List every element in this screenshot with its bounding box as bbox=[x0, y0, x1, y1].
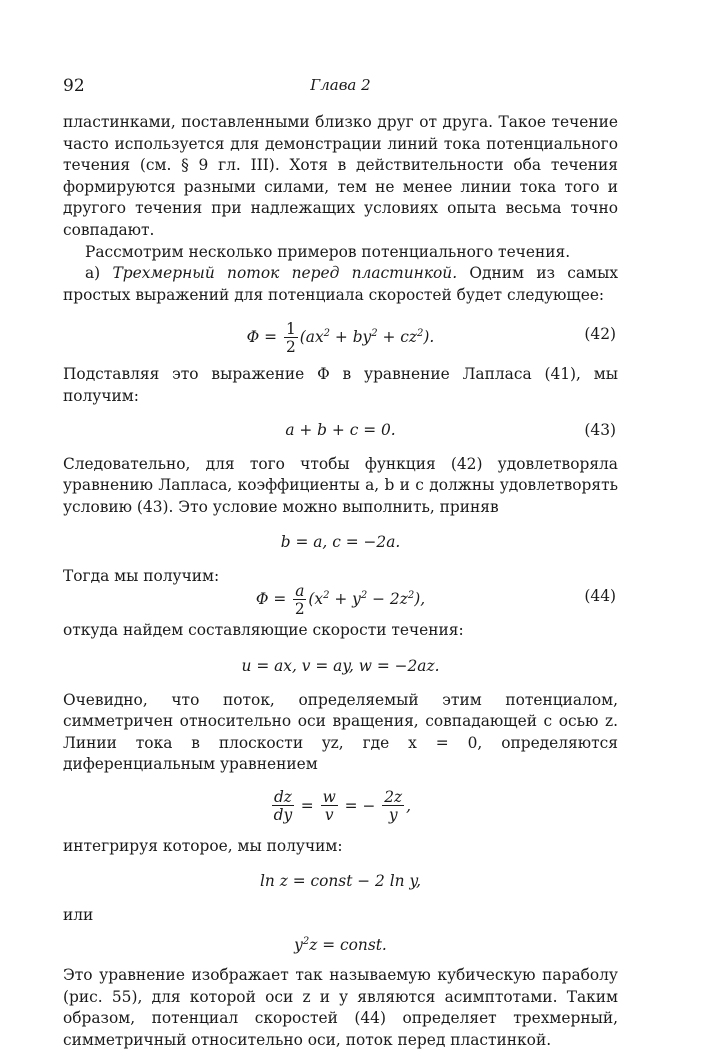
equation-44: Φ = $\frac{a}{2}$ $(x^2 + y^2 - 2z^2)$, (44) bbox=[63, 576, 618, 616]
section-title: Трехмерный поток перед пластинкой. bbox=[112, 264, 458, 283]
equation-label: (44) bbox=[584, 586, 616, 605]
paragraph-10: или bbox=[63, 906, 94, 925]
paragraph-5: Следовательно, для того чтобы функция (42) удовлетворяла уравнению Лапласа, коэффициенты a, b и c должны удовлетворять условию (43). Это условие можно выполнить, приняв bbox=[63, 454, 618, 516]
paragraph-6: Тогда мы получим: bbox=[63, 567, 220, 586]
paragraph-7: откуда найдем составляющие скорости течения: bbox=[63, 620, 464, 639]
fraction: $\frac{1}{2}$ bbox=[285, 319, 296, 356]
equation-uvw: u = ax, v = ay, w = −2az. bbox=[241, 656, 440, 675]
paragraph-3: a) Трехмерный поток перед пластинкой. Одним из самых простых выражений для потенциала скоростей будет следующее: bbox=[63, 264, 619, 304]
paragraph-4: Подставляя это выражение Φ в уравнение Лапласа (41), мы получим: bbox=[63, 365, 618, 405]
fraction: $\frac{a}{2}$ bbox=[294, 581, 305, 618]
paragraph-8: Очевидно, что поток, определяемый этим потенциалом, симметричен относительно оси вращения, совпадающей с осью z. Линии тока в плоскости yz, где x = 0, определяются диференциальным уравнением bbox=[63, 690, 618, 774]
page-number: 92 bbox=[63, 76, 85, 96]
paragraph-2: Рассмотрим несколько примеров потенциального течения. bbox=[85, 242, 571, 261]
equation-label: (43) bbox=[584, 420, 616, 439]
paragraph-11: Это уравнение изображает так называемую кубическую параболу (рис. 55), для которой оси z и y являются асимптотами. Таким образом, потенциал скоростей (44) определяет трехмерный, симметричный относительно оси, поток перед пластинкой. bbox=[63, 966, 618, 1049]
equation-42: Φ = $\frac{1}{2}$ $(ax^2 + by^2 + cz^2)$. (42) bbox=[63, 314, 618, 354]
paragraph-9: интегрируя которое, мы получим: bbox=[63, 836, 343, 855]
page-header bbox=[63, 70, 618, 104]
equation-y2z: $y^2z$ = const. bbox=[294, 936, 387, 955]
paragraph-1: пластинками, поставленными близко друг от друга. Такое течение часто используется для демонстрации линий тока потенциального течения (см. § 9 гл. III). Хотя в действительности оба течения формируются разными силами, тем не менее линии тока того и другого течения при надлежащих условиях опыта весьма точно совпадают. bbox=[63, 113, 618, 239]
page bbox=[63, 70, 618, 1051]
equation-ln: ln z = const − 2 ln y, bbox=[259, 872, 422, 891]
equation-diff: $\frac{dz}{dy}$ = $\frac{w}{v}$ = − $\frac{2z}{y}$ , bbox=[273, 788, 412, 825]
chapter-title: Глава 2 bbox=[310, 76, 371, 94]
equation-label: (42) bbox=[584, 325, 616, 344]
equation-b-a: b = a, c = −2a. bbox=[280, 533, 401, 552]
equation-43: a + b + c = 0. (43) bbox=[63, 418, 618, 442]
